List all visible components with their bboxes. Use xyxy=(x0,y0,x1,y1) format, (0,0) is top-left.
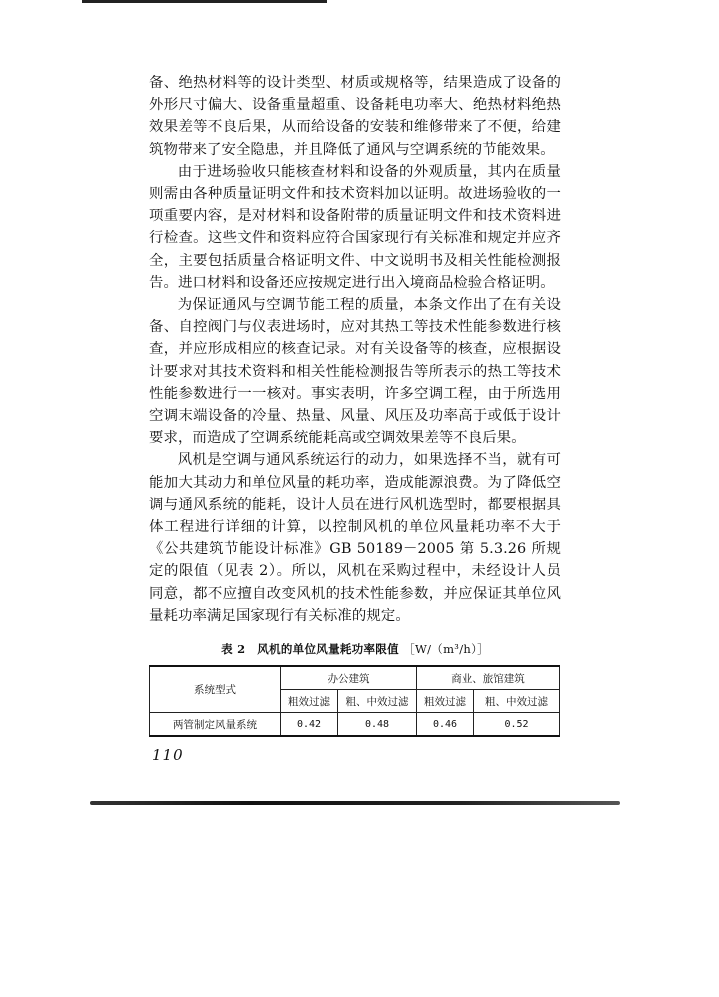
header-commercial-building: 商业、旅馆建筑 xyxy=(417,666,560,690)
top-rule xyxy=(82,0,327,3)
header-office-coarse-medium: 粗、中效过滤 xyxy=(338,690,417,713)
table-caption xyxy=(149,641,561,657)
cell-value: 0.48 xyxy=(338,713,417,737)
cell-value: 0.52 xyxy=(474,713,560,737)
header-commercial-coarse-medium: 粗、中效过滤 xyxy=(474,690,560,713)
header-commercial-coarse: 粗效过滤 xyxy=(417,690,474,713)
cell-value: 0.46 xyxy=(417,713,474,737)
bottom-rule xyxy=(90,801,620,805)
fan-power-table xyxy=(149,665,560,737)
cell-value: 0.42 xyxy=(281,713,338,737)
paragraph-1: 备、绝热材料等的设计类型、材质或规格等，结果造成了设备的外形尺寸偏大、设备重量超重、设备耗电功率大、绝热材料绝热效果差等不良后果，从而给设备的安装和维修带来了不便，给建筑物带来了安全隐患，并且降低了通风与空调系统的节能效果。 xyxy=(149,75,561,158)
table-caption-unit: ［W/（m³/h）］ xyxy=(403,642,489,656)
header-office-coarse: 粗效过滤 xyxy=(281,690,338,713)
row-label: 两管制定风量系统 xyxy=(150,713,281,737)
header-system-type: 系统型式 xyxy=(150,666,281,713)
table-caption-title: 表 2 风机的单位风量耗功率限值 xyxy=(221,642,399,656)
page-number: 110 xyxy=(152,746,184,764)
table-header-row-1 xyxy=(150,666,560,690)
body-text xyxy=(149,72,561,627)
paragraph-4: 风机是空调与通风系统运行的动力，如果选择不当，就有可能加大其动力和单位风量的耗功率，造成能源浪费。为了降低空调与通风系统的能耗，设计人员在进行风机选型时，都要根据具体工程进行详细的计算，以控制风机的单位风量耗功率不大于《公共建筑节能设计标准》GB 50189－2005 第 5.3.26 所规定的限值（见表 2）。所以，风机在采购过程中，未经设计人员同意，都不应擅自改变风机的技术性能参数，并应保证其单位风量耗功率满足国家现行有关标准的规定。 xyxy=(149,452,561,624)
header-office-building: 办公建筑 xyxy=(281,666,417,690)
table-row xyxy=(150,713,560,737)
paragraph-2: 由于进场验收只能核查材料和设备的外观质量，其内在质量则需由各种质量证明文件和技术资料加以证明。故进场验收的一项重要内容，是对材料和设备附带的质量证明文件和技术资料进行检查。这些文件和资料应符合国家现行有关标准和规定并应齐全，主要包括质量合格证明文件、中文说明书及相关性能检测报告。进口材料和设备还应按规定进行出入境商品检验合格证明。 xyxy=(149,163,561,291)
paragraph-3: 为保证通风与空调节能工程的质量，本条文作出了在有关设备、自控阀门与仪表进场时，应对其热工等技术性能参数进行核查，并应形成相应的核查记录。对有关设备等的核查，应根据设计要求对其技术资料和相关性能检测报告等所表示的热工等技术性能参数进行一一核对。事实表明，许多空调工程，由于所选用空调末端设备的冷量、热量、风量、风压及功率高于或低于设计要求，而造成了空调系统能耗高或空调效果差等不良后果。 xyxy=(149,297,561,447)
